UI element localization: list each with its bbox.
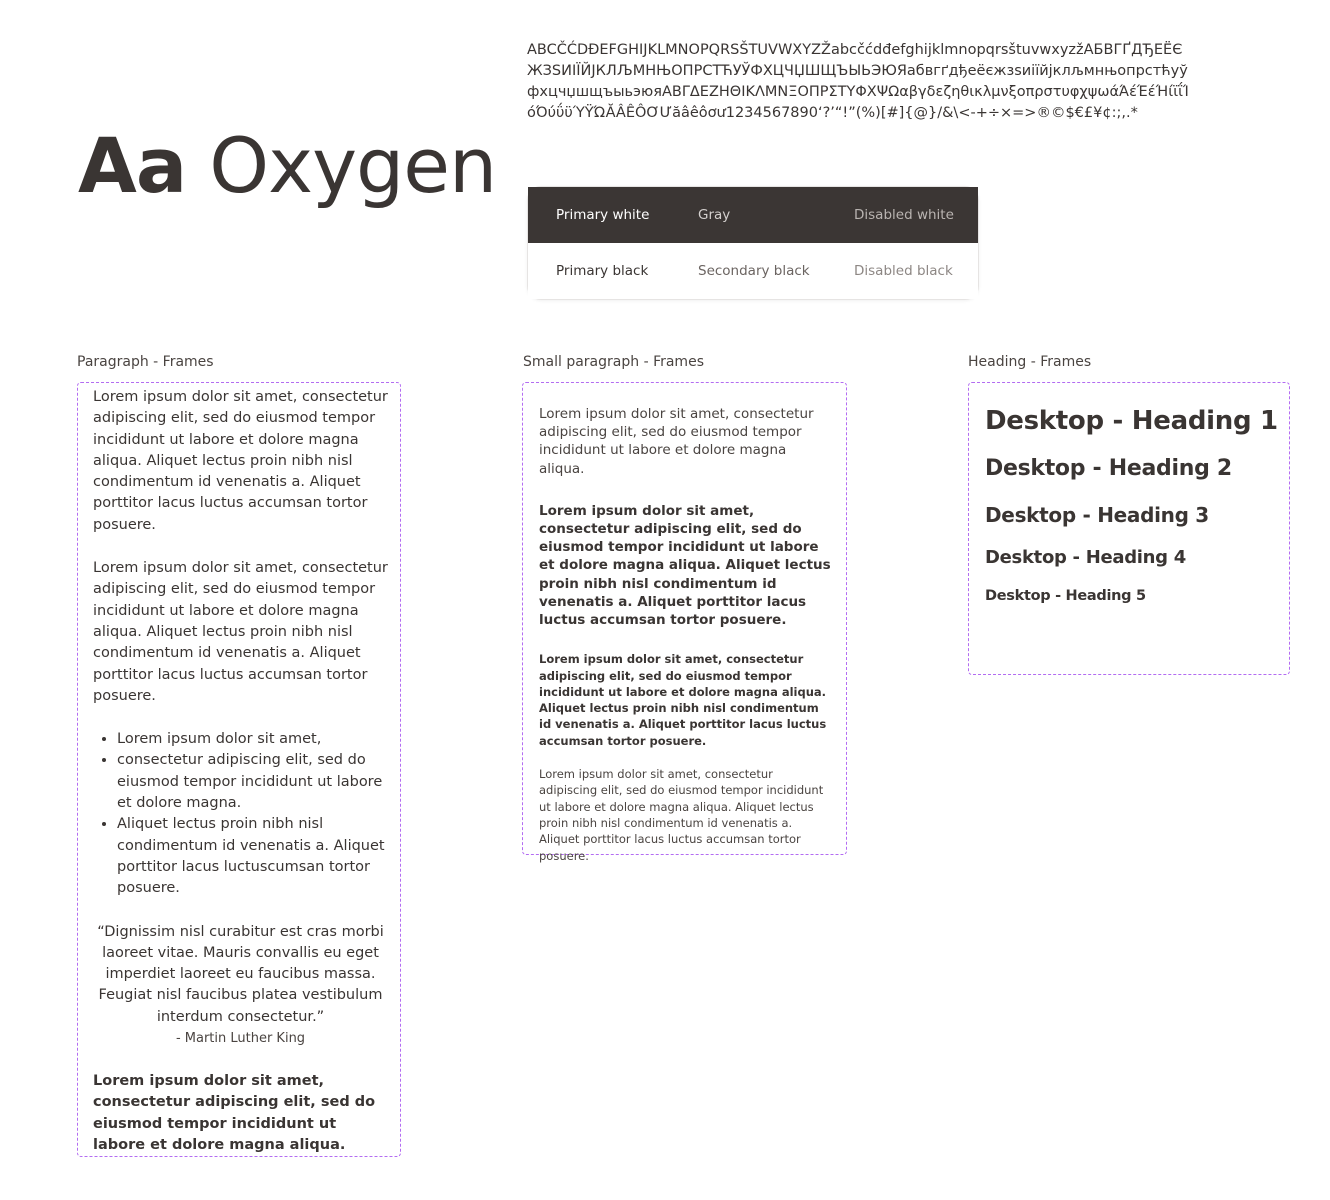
color-swatch-card: [527, 186, 979, 300]
quote-text: “Dignissim nisl curabitur est cras morbi laoreet vitae. Mauris convallis eu eget imperdiet laoreet eu faucibus massa. Feugiat nisl faucibus platea vestibulum interdum consectetur.”: [97, 923, 384, 1025]
small-paragraph-bold-small: Lorem ipsum dolor sit amet, consectetur adipiscing elit, sed do eiusmod tempor incididunt ut labore et dolore magna aliqua. Aliquet lectus proin nibh nisl condimentum id venenatis a. Aliquet porttitor lacus luctus accumsan tortor posuere.: [539, 652, 827, 748]
paragraph-2: Lorem ipsum dolor sit amet, consectetur adipiscing elit, sed do eiusmod tempor incididunt ut labore et dolore magna aliqua. Aliquet lectus proin nibh nisl condimentum id venenatis a. Aliquet porttitor lacus luctus accumsan tortor posuere.: [93, 560, 388, 704]
heading-2: Desktop - Heading 2: [985, 456, 1232, 481]
quote-author: - Martin Luther King: [175, 1031, 306, 1047]
list-item: • Lorem ipsum dolor sit amet,: [117, 729, 388, 750]
paragraph-1: Lorem ipsum dolor sit amet, consectetur adipiscing elit, sed do eiusmod tempor incididunt ut labore et dolore magna aliqua. Aliquet lectus proin nibh nisl condimentum id venenatis a. Aliquet porttitor lacus luctus accumsan tortor posuere.: [93, 389, 388, 533]
paragraph-bold: Lorem ipsum dolor sit amet, consectetur adipiscing elit, sed do eiusmod tempor incididunt ut labore et dolore magna aliqua.: [93, 1073, 376, 1153]
swatch-disabled-black: Disabled black: [854, 263, 953, 279]
blockquote: [93, 922, 388, 1049]
small-paragraph-caption: Lorem ipsum dolor sit amet, consectetur adipiscing elit, sed do eiusmod tempor incididunt ut labore et dolore magna aliqua. Aliquet lectus proin nibh nisl condimentum id venenatis a. Aliquet porttitor lacus luctus accumsan tortor posuere.: [539, 767, 824, 863]
paragraph-frames-label: Paragraph - Frames: [77, 354, 214, 370]
heading-frames-label: Heading - Frames: [968, 354, 1092, 370]
heading-frame: [968, 382, 1290, 675]
swatch-gray: Gray: [698, 207, 731, 223]
heading-1: Desktop - Heading 1: [985, 406, 1278, 436]
small-paragraph-frames-label: Small paragraph - Frames: [523, 354, 704, 370]
paragraph-frame: [77, 382, 401, 1157]
small-paragraph-regular: Lorem ipsum dolor sit amet, consectetur adipiscing elit, sed do eiusmod tempor incididunt ut labore et dolore magna aliqua.: [539, 406, 814, 477]
heading-5: Desktop - Heading 5: [985, 588, 1146, 604]
small-paragraph-frame: [522, 382, 847, 863]
swatch-primary-white: Primary white: [556, 207, 650, 223]
list-item: • Aliquet lectus proin nibh nisl condimentum id venenatis a. Aliquet porttitor lacus luctuscumsan tortor posuere.: [117, 814, 388, 899]
list-item: • consectetur adipiscing elit, sed do eiusmod tempor incididunt ut labore et dolore magna.: [117, 750, 388, 814]
bullet-list: [93, 729, 388, 899]
heading-4: Desktop - Heading 4: [985, 547, 1186, 568]
glyph-set: ABCČĆDĐEFGHIJKLMNOPQRSŠTUVWXYZŽabcčćdđefghijklmnopqrsštuvwxyzžАБВГҐДЂЕЁЄЖЗЅИІЇЙЈКЛЉМНЊОПРСТЋУЎФХЦЧЏШЩЪЫЬЭЮЯабвгґдђеёєжзѕиіїйјклљмнњопрстћуўфхцчџшщъыьэюяΑΒΓΔΕΖΗΘΙΚΛΜΝΞΟΠΡΣΤΥΦΧΨΩαβγδεζηθικλμνξοπρστυφχψωάΆέΈέΉίϊΐΊόΌύΰϋΎΫΏĂÂÊÔƠƯăâêôơư1234567890‘?’“!”(%)[#]{@}/&\<-+÷×=>®©$€£¥¢:;,.*: [527, 42, 1189, 121]
swatch-disabled-white: Disabled white: [854, 207, 954, 223]
swatch-secondary-black: Secondary black: [698, 263, 810, 279]
hero-aa: Aa: [78, 121, 187, 210]
heading-3: Desktop - Heading 3: [985, 503, 1209, 527]
swatch-row-dark: [528, 187, 978, 243]
font-hero-title: [78, 121, 497, 210]
hero-font-name: Oxygen: [209, 121, 497, 210]
swatch-row-light: [528, 243, 978, 299]
small-paragraph-bold: Lorem ipsum dolor sit amet, consectetur adipiscing elit, sed do eiusmod tempor incididunt ut labore et dolore magna aliqua. Aliquet lectus proin nibh nisl condimentum id venenatis a. Aliquet porttitor lacus luctus accumsan tortor posuere.: [539, 502, 831, 629]
swatch-primary-black: Primary black: [556, 263, 649, 279]
